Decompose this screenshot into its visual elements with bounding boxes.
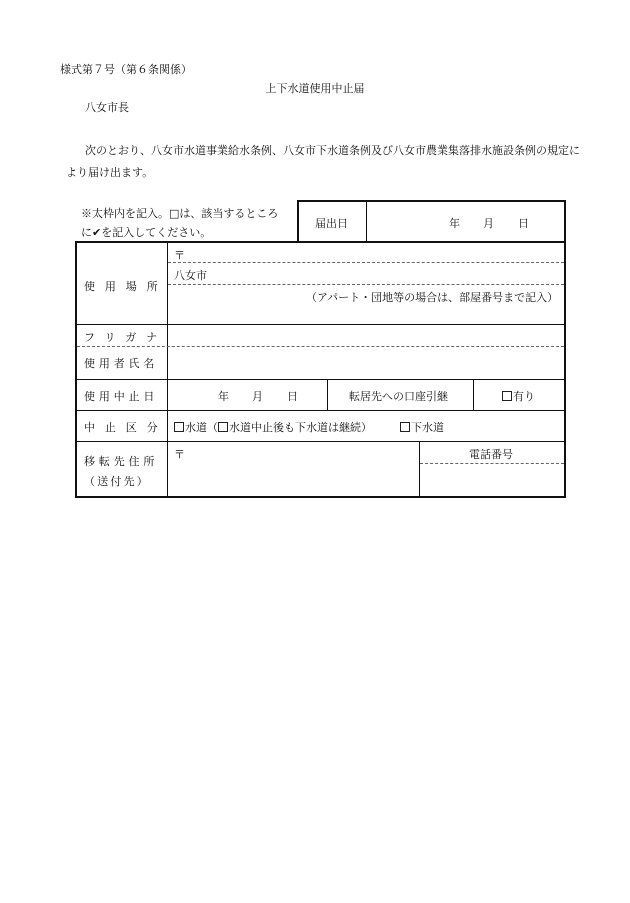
new-address-label: 移転先住所 bbox=[84, 455, 159, 468]
stop-month-label: 月 bbox=[252, 390, 263, 403]
new-address-postal-mark: 〒 bbox=[174, 448, 185, 461]
instruction-line-2: に✔を記入してください。 bbox=[81, 226, 212, 239]
location-postal-mark: 〒 bbox=[174, 249, 185, 262]
user-name-label: 使用者氏名 bbox=[84, 357, 159, 370]
checkbox-icon[interactable] bbox=[218, 422, 228, 432]
form-number: 様式第７号（第６条関係） bbox=[60, 63, 192, 76]
phone-number-label: 電話番号 bbox=[469, 448, 513, 461]
account-transfer-label: 転居先への口座引継 bbox=[349, 390, 448, 403]
submission-date-label: 届出日 bbox=[315, 217, 348, 230]
category-label: 中止区分 bbox=[84, 421, 168, 434]
location-city: 八女市 bbox=[174, 269, 207, 282]
category-option-sewer[interactable] bbox=[400, 419, 444, 435]
category-option-water-label: 水道（ bbox=[185, 421, 218, 434]
account-transfer-option[interactable] bbox=[502, 388, 535, 404]
furigana-label: フリガナ bbox=[84, 331, 168, 344]
account-transfer-option-label: 有り bbox=[513, 390, 535, 403]
addressee: 八女市長 bbox=[85, 101, 129, 114]
stop-year-label: 年 bbox=[218, 390, 229, 403]
instruction-line-1: ※太枠内を記入。□は、該当するところ bbox=[81, 207, 279, 220]
category-option-sewer-label: 下水道 bbox=[411, 421, 444, 434]
body-text: 次のとおり、八女市水道事業給水条例、八女市下水道条例及び八女市農業集落排水施設条例の規定により届け出ます。 bbox=[66, 144, 580, 179]
new-address-sublabel: （送付先） bbox=[84, 475, 150, 488]
category-option-water-note: 水道中止後も下水道は継続） bbox=[229, 421, 372, 434]
stop-date-label: 使用中止日 bbox=[84, 390, 159, 403]
submission-year-label: 年 bbox=[449, 217, 460, 230]
location-label: 使用場所 bbox=[84, 280, 168, 293]
checkbox-icon[interactable] bbox=[174, 422, 184, 432]
stop-day-label: 日 bbox=[287, 390, 298, 403]
category-option-water[interactable] bbox=[174, 419, 372, 435]
checkbox-icon[interactable] bbox=[502, 391, 512, 401]
submission-month-label: 月 bbox=[483, 217, 494, 230]
location-note: （アパート・団地等の場合は、部屋番号まで記入） bbox=[306, 291, 559, 304]
submission-day-label: 日 bbox=[518, 217, 529, 230]
checkbox-icon[interactable] bbox=[400, 422, 410, 432]
document-title: 上下水道使用中止届 bbox=[265, 82, 365, 95]
